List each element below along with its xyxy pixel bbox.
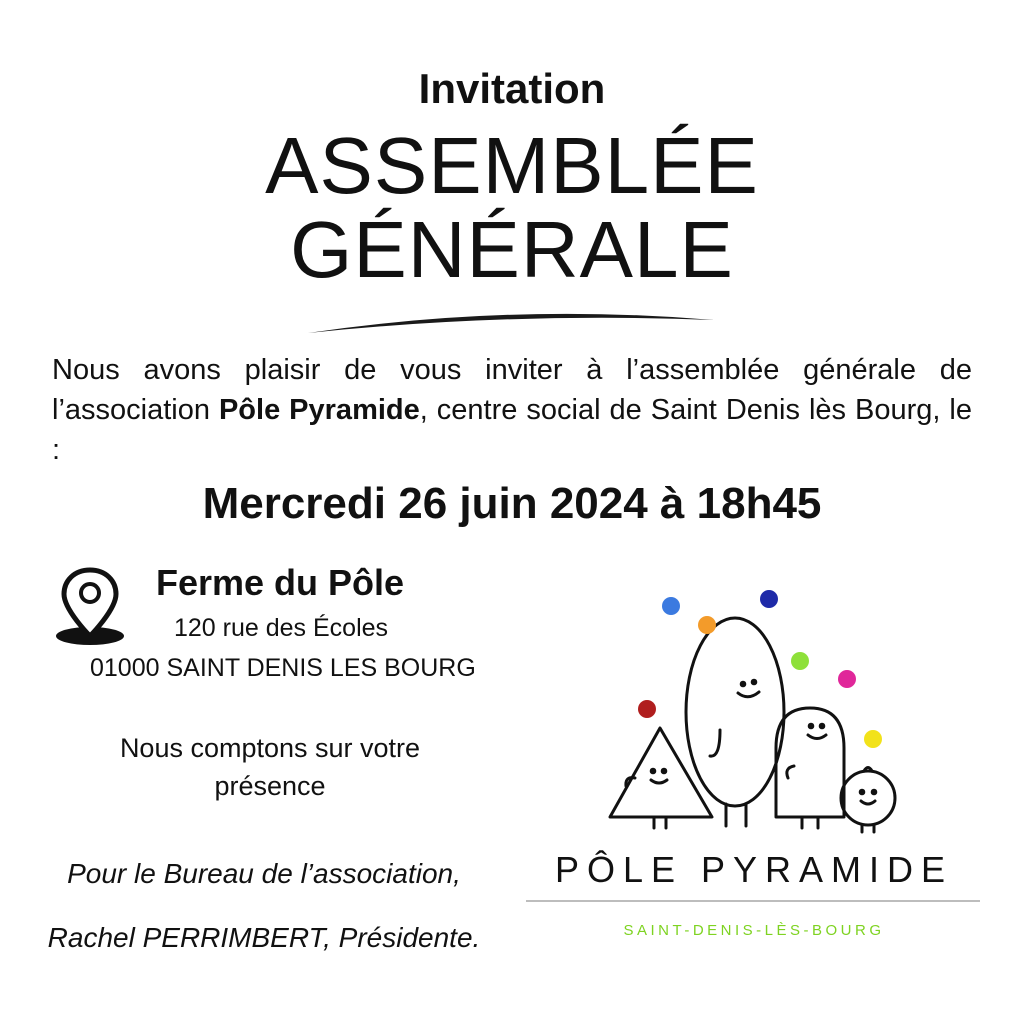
title-line-2: GÉNÉRALE [290,205,734,294]
closing-line-2: présence [214,771,326,801]
venue-city: 01000 SAINT DENIS LES BOURG [90,654,476,682]
small-baby-character [841,771,895,825]
venue-name: Ferme du Pôle [156,562,405,603]
event-date: Mercredi 26 juin 2024 à 18h45 [202,479,822,528]
logo-subtitle: SAINT-DENIS-LÈS-BOURG [623,922,885,939]
logo-dot [638,700,656,718]
pole-pyramide-logo-illustration [580,580,920,840]
logo-dot [864,730,882,748]
tall-oval-character [686,618,784,806]
intro-text-after: , centre social de Saint Denis lès Bourg, le : [52,394,972,466]
association-name: Pôle Pyramide [218,394,420,426]
venue-street: 120 rue des Écoles [174,614,389,642]
title-line-1: ASSEMBLÉE [265,121,759,210]
logo-dot [791,652,809,670]
intro-text-before: Nous avons plaisir de vous inviter à l’assemblée générale de l’association [52,354,972,426]
logo-dot [760,590,778,608]
logo-divider [526,900,980,902]
logo-dots [638,590,882,748]
closing-line-1: Nous comptons sur votre [119,733,421,763]
logo-dot [838,670,856,688]
title-swoosh-divider [300,306,720,340]
logo-dot [662,597,680,615]
invitation-kicker: Invitation [418,65,606,112]
signature-name: Rachel PERRIMBERT, Présidente. [47,922,481,953]
signature-bureau: Pour le Bureau de l’association, [67,858,461,889]
logo-dot [698,616,716,634]
intro-paragraph [52,350,972,470]
map-pin-icon [56,566,128,648]
logo-wordmark: PÔLE PYRAMIDE [554,849,954,890]
